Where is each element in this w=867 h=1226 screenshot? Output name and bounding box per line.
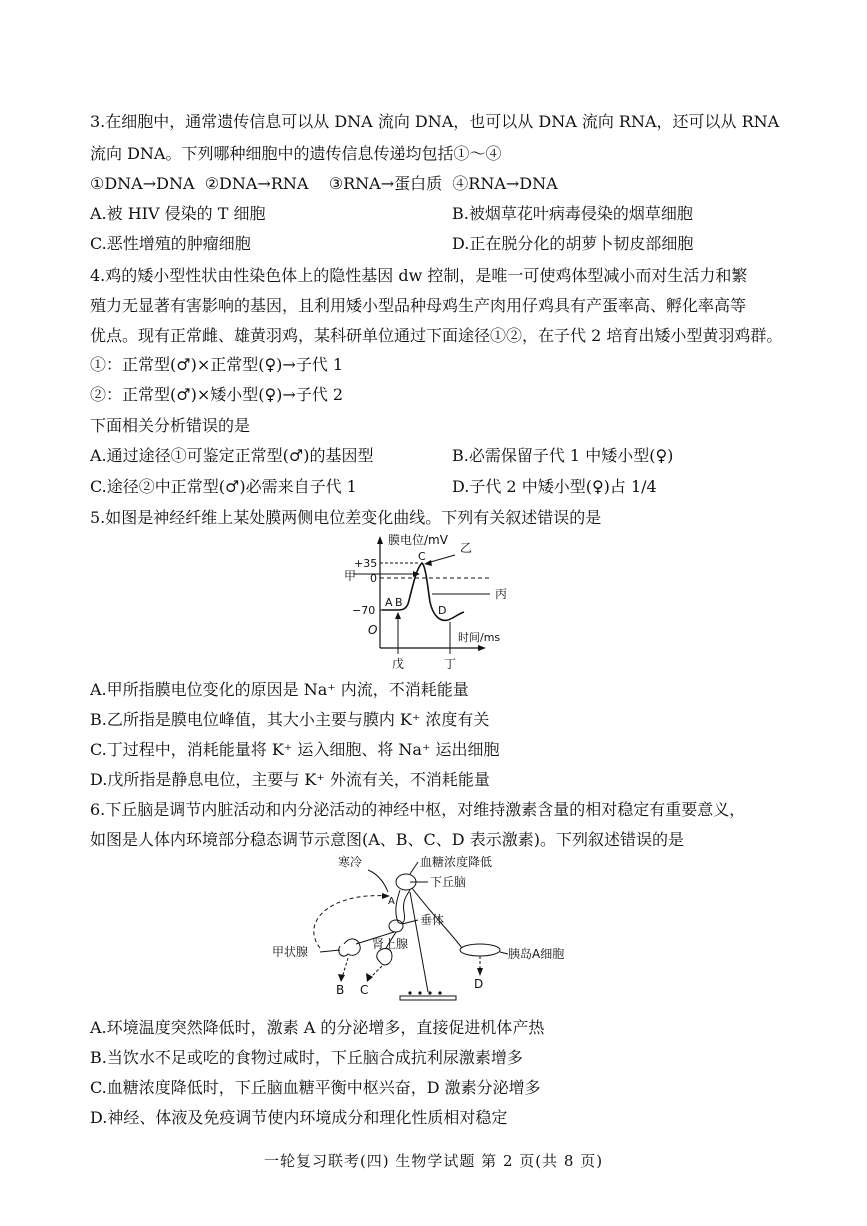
q3-option-c: C.恶性增殖的肿瘤细胞 [90,234,251,253]
q4-option-d: D.子代 2 中矮小型(♀)占 1/4 [452,477,657,496]
q5-stem: 5.如图是神经纤维上某处膜两侧电位差变化曲线。下列有关叙述错误的是 [90,508,602,527]
page-footer: 一轮复习联考(四) 生物学试题 第 2 页(共 8 页) [263,1152,604,1170]
q6-stem-line1: 6.下丘脑是调节内脏活动和内分泌活动的神经中枢，对维持激素含量的相对稳定有重要意义， [90,800,746,819]
q4-stem-line2: 殖力无显著有害影响的基因，且利用矮小型品种母鸡生产肉用仔鸡具有产蛋率高、孵化率高等 [90,296,747,315]
hormone-b-arrow [338,974,345,982]
q6-stem-line2: 如图是人体内环境部分稳态调节示意图(A、B、C、D 表示激素)。下列叙述错误的是 [90,830,684,849]
q3-processes: ①DNA→DNA ②DNA→RNA ③RNA→蛋白质 ④RNA→DNA [90,174,558,193]
label-wu: 戊 [392,657,405,671]
label-hypothalamus: 下丘脑 [430,875,467,889]
q6-option-a: A.环境温度突然降低时，激素 A 的分泌增多，直接促进机体产热 [90,1018,545,1037]
point-d: D [438,604,447,617]
islet-a-shape [460,944,500,956]
y-axis-label: 膜电位/mV [388,533,448,547]
q4-stem-line1: 4.鸡的矮小型性状由性染色体上的隐性基因 dw 控制，是唯一可使鸡体型减小而对生活力和繁 [90,266,748,285]
hormone-c-arrow [366,973,373,982]
q3-stem-line1: 3.在细胞中，通常遗传信息可以从 DNA 流向 DNA，也可以从 DNA 流向 RNA，还可以从 RNA [90,112,780,131]
membrane-potential-figure [330,530,550,680]
origin-label: O [368,623,378,637]
hormone-a: A [388,896,395,907]
q5-option-b: B.乙所指是膜电位峰值，其大小主要与膜内 K⁺ 浓度有关 [90,710,490,729]
hormone-d: D [474,977,484,991]
q4-path-2: ②：正常型(♂)×矮小型(♀)→子代 2 [90,385,344,404]
homeostasis-diagram [260,852,600,1012]
thyroid-shape [339,939,361,956]
cold-nerve [368,870,388,892]
nerve-to-effector [410,892,428,992]
islet-pointer [500,952,508,954]
point-a: A [385,596,393,609]
point-b: B [395,596,403,609]
potential-curve [382,563,464,620]
q6-option-b: B.当饮水不足或吃的食物过咸时，下丘脑合成抗利尿激素增多 [90,1048,523,1067]
label-ding: 丁 [444,657,457,671]
q4-option-b: B.必需保留子代 1 中矮小型(♀) [452,446,674,465]
label-thyroid: 甲状腺 [272,945,309,959]
label-cold: 寒冷 [338,855,363,869]
label-yi: 乙 [460,541,473,555]
q4-path-1: ①：正常型(♂)×正常型(♀)→子代 1 [90,355,344,374]
x-axis-arrow [478,645,486,651]
q6-option-c: C.血糖浓度降低时，下丘脑血糖平衡中枢兴奋，D 激素分泌增多 [90,1078,541,1097]
tick-plus35: +35 [354,557,378,570]
q5-option-c: C.丁过程中，消耗能量将 K⁺ 运入细胞、将 Na⁺ 运出细胞 [90,740,500,759]
q3-option-a: A.被 HIV 侵染的 T 细胞 [90,204,266,223]
glucose-pointer [410,862,418,874]
y-axis-arrow [377,536,383,544]
x-axis-label: 时间/ms [458,631,501,644]
effector-plate [400,996,456,1000]
q4-stem-line3: 优点。现有正常雌、雄黄羽鸡，某科研单位通过下面途径①②，在子代 2 培育出矮小型黄羽鸡群。 [90,326,783,345]
q3-option-d: D.正在脱分化的胡萝卜韧皮部细胞 [452,234,694,253]
q3-option-b: B.被烟草花叶病毒侵染的烟草细胞 [452,204,693,223]
pituitary-stalk [396,890,410,924]
hormone-d-arrow [477,968,483,976]
thyroid-pointer [320,950,340,952]
wu-pointer-arrow [395,612,401,619]
label-low-glucose: 血糖浓度降低 [420,855,493,869]
q5-option-a: A.甲所指膜电位变化的原因是 Na⁺ 内流，不消耗能量 [90,680,469,699]
q3-stem-line2: 流向 DNA。下列哪种细胞中的遗传信息传递均包括①～④ [90,144,502,163]
tick-minus70: −70 [352,604,376,617]
hormone-b: B [336,983,345,997]
pituitary-shape [389,920,403,932]
label-pituitary: 垂体 [420,913,445,927]
tick-zero: 0 [370,572,377,585]
point-c: C [418,550,426,563]
label-bing: 丙 [495,587,508,601]
q4-option-a: A.通过途径①可鉴定正常型(♂)的基因型 [90,446,374,465]
label-jia: 甲 [344,569,357,583]
label-adrenal: 肾上腺 [372,937,409,951]
q4-option-c: C.途径②中正常型(♂)必需来自子代 1 [90,477,357,496]
hormone-c-line [370,966,382,978]
hormone-c: C [360,983,369,997]
q4-question: 下面相关分析错误的是 [90,416,251,435]
q5-option-d: D.戊所指是静息电位，主要与 K⁺ 外流有关，不消耗能量 [90,770,490,789]
label-islet-a: 胰岛A细胞 [508,947,565,961]
q6-option-d: D.神经、体液及免疫调节使内环境成分和理化性质相对稳定 [90,1108,508,1127]
